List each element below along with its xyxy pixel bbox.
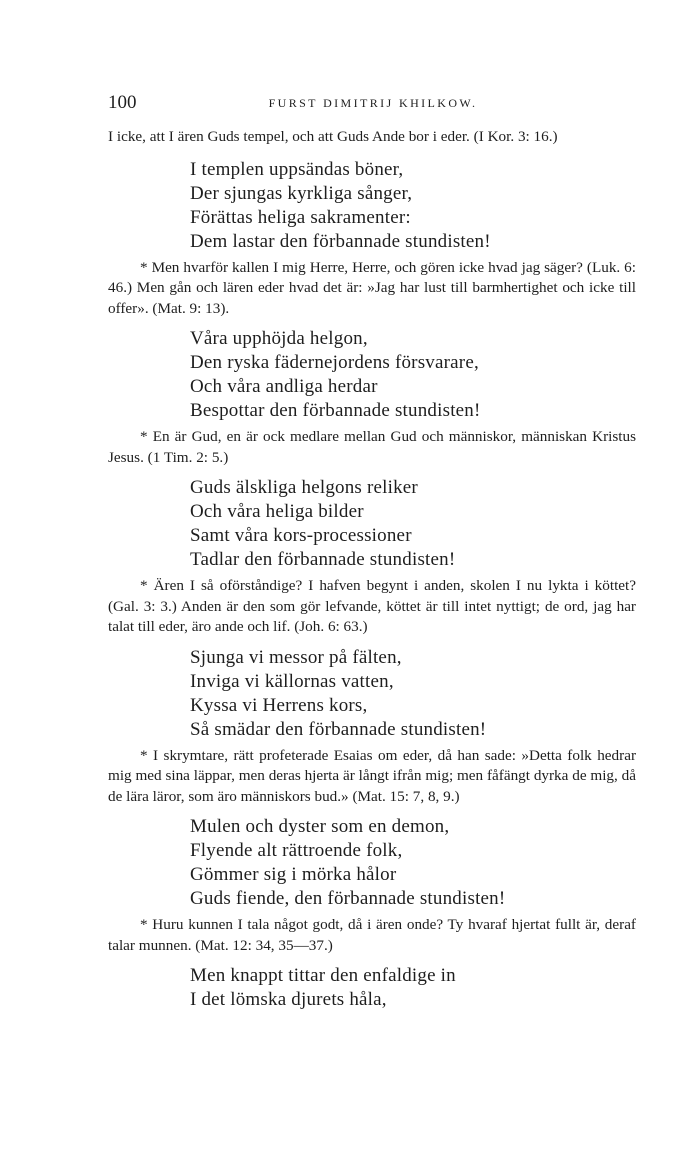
- poem-stanza: [190, 964, 636, 1012]
- verse-line: Gömmer sig i mörka hålor: [190, 864, 397, 885]
- verse-line: I templen uppsändas böner,: [190, 158, 404, 180]
- verse-line: Guds älskliga helgons reliker: [190, 477, 418, 498]
- poem-stanza: [190, 646, 636, 742]
- poem-stanza: [190, 815, 636, 911]
- continued-footnote: I icke, att I ären Guds tempel, och att Guds Ande bor i eder. (I Kor. 3: 16.): [108, 128, 558, 145]
- poem-stanza: [190, 158, 636, 254]
- verse-line: Kyssa vi Herrens kors,: [190, 694, 368, 716]
- verse-line: Mulen och dyster som en demon,: [190, 816, 450, 837]
- scripture-note: * En är Gud, en är ock medlare mellan Gud och människor, människan Kristus Jesus. (1 Tim. 2: 5.): [108, 428, 636, 466]
- page-header: [108, 92, 638, 116]
- scripture-note: * Huru kunnen I tala något godt, då i ären onde? Ty hvaraf hjertat fullt är, deraf talar munnen. (Mat. 12: 34, 35—37.): [108, 916, 636, 954]
- verse-line: Dem lastar den förbannade stundisten!: [190, 230, 491, 252]
- page-number: 100: [108, 92, 137, 113]
- verse-line: Och våra andliga herdar: [190, 376, 378, 397]
- verse-line: I det lömska djurets håla,: [190, 989, 387, 1010]
- verse-line: Der sjungas kyrkliga sånger,: [190, 182, 413, 204]
- verse-line: Så smädar den förbannade stundisten!: [190, 718, 487, 740]
- verse-line: Samt våra kors-processioner: [190, 525, 412, 546]
- scripture-note: * Men hvarför kallen I mig Herre, Herre, och gören icke hvad jag säger? (Luk. 6: 46.) Men gån och lären eder hvad det är: »Jag har lust till barmhertighet och icke till offer». (Mat. 9: 13).: [108, 258, 636, 317]
- verse-line: Flyende alt rättroende folk,: [190, 840, 403, 861]
- verse-line: Den ryska fädernejordens försvarare,: [190, 352, 479, 373]
- running-title: FURST DIMITRIJ KHILKOW.: [268, 96, 478, 110]
- page-body: [108, 127, 636, 1012]
- poem-stanza: [190, 327, 636, 423]
- scripture-note: * I skrymtare, rätt profeterade Esaias om eder, då han sade: »Detta folk hedrar mig med sina läppar, men deras hjerta är långt ifrån mig; men fåfängt dyrka de mig, då de lära läror, som äro människors bud.» (Mat. 15: 7, 8, 9.): [108, 746, 636, 805]
- scripture-note: * Ären I så oförståndige? I hafven begynt i anden, skolen I nu lykta i köttet? (Gal. 3: 3.) Anden är den som gör lefvande, köttet är till intet nyttigt; de ord, jag har talat till eder, äro ande och lif. (Joh. 6: 63.): [108, 577, 636, 635]
- verse-line: Inviga vi källornas vatten,: [190, 670, 394, 692]
- verse-line: Och våra heliga bilder: [190, 501, 364, 522]
- verse-line: Sjunga vi messor på fälten,: [190, 646, 402, 668]
- verse-line: Bespottar den förbannade stundisten!: [190, 400, 481, 421]
- verse-line: Men knappt tittar den enfaldige in: [190, 965, 456, 986]
- verse-line: Våra upphöjda helgon,: [190, 328, 368, 349]
- poem-stanza: [190, 476, 636, 572]
- verse-line: Tadlar den förbannade stundisten!: [190, 549, 456, 570]
- verse-line: Guds fiende, den förbannade stundisten!: [190, 888, 506, 909]
- verse-line: Förättas heliga sakramenter:: [190, 206, 411, 228]
